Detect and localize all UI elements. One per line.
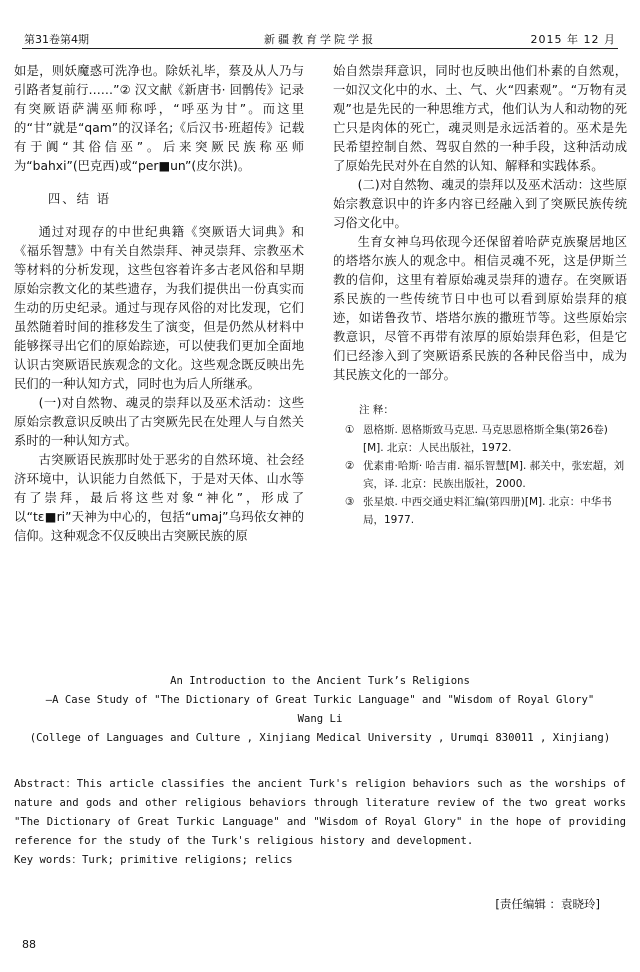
editor-credit: [责任编辑 ：袁晓玲] (495, 897, 600, 911)
english-subtitle: —A Case Study of "The Dictionary of Great Turkic Language" and "Wisdom of Royal Glory" (45, 694, 595, 706)
journal-name: 新疆教育学院学报 (264, 33, 376, 46)
paragraph: 古突厥语民族那时处于恶劣的自然环境、社会经济环境中，认识能力自然低下，于是对天体、山水等有了崇拜，最后将这些对象“神化”，形成了以“tɛ■ri”天神为中心的，包括“umaj”乌玛依女神的信仰。这种观念不仅反映出古突厥民族的原 (14, 453, 304, 543)
note-number: ① (345, 424, 355, 436)
notes (333, 401, 627, 529)
running-header (22, 28, 618, 49)
abstract-block (14, 775, 626, 870)
paragraph: 如是，则妖魔惑可洗净也。除妖礼毕，蔡及从人乃与引路者复前行……”② 汉文献《新唐书· 回鹘传》记录有突厥语萨满巫师称呼，“呼巫为甘”。而这里的“甘”就是“qam”的汉译名;《后汉书·班超传》记载有于阗“其俗信巫”。后来突厥民族称巫师为“bahxi”(巴克西)或“per■un”(皮尔洪)。 (14, 64, 304, 173)
note-number: ③ (345, 496, 355, 508)
keywords: Key words：Turk; primitive religions; relics (14, 854, 293, 866)
author: Wang Li (297, 713, 343, 725)
note-text: 优素甫·哈斯· 哈吉甫. 福乐智慧[M]. 郝关中，张宏超，刘宾，译. 北京：民族出版社，2000. (363, 460, 625, 490)
right-column (333, 62, 627, 529)
paragraph: 始自然崇拜意识，同时也反映出他们朴素的自然观，一如汉文化中的水、土、气、火“四素观”。“万物有灵观”也是先民的一种思维方式，他们认为人和动物的死亡只是肉体的死亡，魂灵则是永远活着的。巫术是先民希望控制自然、驾驭自然的一种手段，这种活动成了原始先民对外在自然的认知、解释和实践体系。 (333, 64, 627, 173)
note-item (333, 457, 627, 493)
english-title-block (14, 672, 626, 748)
paragraph: (一)对自然物、魂灵的崇拜以及巫术活动：这些原始宗教意识反映出了古突厥先民在处理人与自然关系时的一种认知方式。 (14, 396, 304, 448)
note-text: 恩格斯. 恩格斯致马克思. 马克思恩格斯全集(第26卷)[M]. 北京：人民出版社，1972. (363, 424, 608, 454)
section-title: 四、结 语 (48, 192, 112, 206)
notes-title: 注 释： (359, 404, 394, 416)
left-column (14, 62, 304, 546)
note-item (333, 493, 627, 529)
publication-date: 2015 年 12 月 (530, 33, 616, 46)
english-title: An Introduction to the Ancient Turk’s Religions (170, 675, 470, 687)
journal-issue: 第31卷第4期 (24, 33, 89, 46)
abstract: Abstract：This article classifies the ancient Turk's religion behaviors such as the worships of nature and gods and other religious behaviors through literature review of the two great works "The Dictionary of Great Turkic Language" and "Wisdom of Royal Glory" in the hope of providing reference for the study of the Turk's religious history and development. (14, 778, 626, 847)
note-item (333, 421, 627, 457)
note-number: ② (345, 460, 355, 472)
note-text: 张星烺. 中西交通史料汇编(第四册)[M]. 北京：中华书局，1977. (363, 496, 612, 526)
affiliation: (College of Languages and Culture , Xinjiang Medical University , Urumqi 830011 , Xinjiang) (29, 732, 611, 744)
page-number: 88 (22, 938, 36, 951)
paragraph: (二)对自然物、魂灵的崇拜以及巫术活动：这些原始宗教意识中的许多内容已经融入到了突厥民族传统习俗文化中。 (333, 178, 627, 230)
paragraph: 生育女神乌玛依现今还保留着哈萨克族聚居地区的塔塔尔族人的观念中。相信灵魂不死，这是伊斯兰教的信仰，这里有着原始魂灵崇拜的遗存。在突厥语系民族的一些传统节日中也可以看到原始崇拜的痕迹，如诺鲁孜节、塔塔尔族的撒班节等。这些原始宗教意识，尽管不再带有浓厚的原始崇拜色彩，但是它们已经渗入到了突厥语系民族的各种民俗当中，成为其民族文化的一部分。 (333, 235, 627, 382)
paragraph: 通过对现存的中世纪典籍《突厥语大词典》和《福乐智慧》中有关自然崇拜、神灵崇拜、宗教巫术等材料的分析发现，这些包容着许多古老风俗和早期原始宗教文化的某些遗存，为我们提供出一份真实而生动的历史纪录。通过与现存风俗的对比发现，它们虽然随着时间的推移发生了演变，但是仍然从材料中能够探寻出它们的原始踪迹，可以使我们更加全面地认识古突厥语民族观念的文化。这些观念既反映出先民们的一种认知方式，同时也为后人所继承。 (14, 225, 304, 391)
